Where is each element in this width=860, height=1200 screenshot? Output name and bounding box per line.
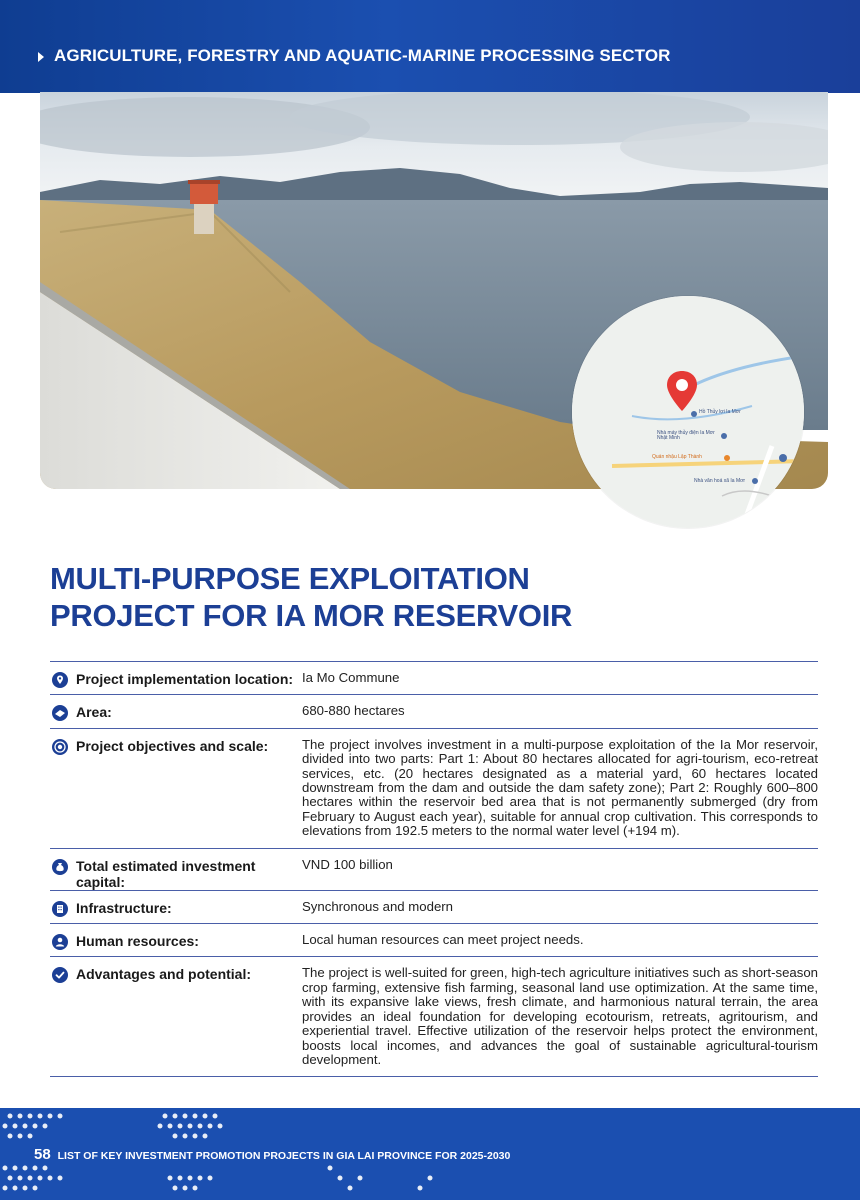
info-label: Human resources: bbox=[76, 933, 199, 950]
person-icon bbox=[52, 934, 68, 950]
info-row-location bbox=[50, 662, 818, 695]
footer-caption: LIST OF KEY INVESTMENT PROMOTION PROJECTS IN GIA LAI PROVINCE FOR 2025-2030 bbox=[57, 1150, 511, 1162]
map-label-culture-house: Nhà văn hoá xã Ia Mơr bbox=[694, 478, 746, 484]
info-row-advantages bbox=[50, 957, 818, 1077]
header-arrow-icon bbox=[38, 52, 44, 62]
location-pin-icon bbox=[667, 371, 697, 411]
map-illustration bbox=[572, 296, 804, 528]
info-label: Total estimated investment capital: bbox=[76, 857, 256, 890]
project-title-line2: PROJECT FOR IA MOR RESERVOIR bbox=[50, 598, 573, 633]
info-row-infrastructure bbox=[50, 891, 818, 924]
map-label-restaurant: Quán nhậu Lập Thành bbox=[652, 454, 702, 460]
info-label: Infrastructure: bbox=[76, 899, 172, 916]
info-value: 680-880 hectares bbox=[302, 703, 405, 719]
info-label: Area: bbox=[76, 704, 112, 721]
info-value: Ia Mo Commune bbox=[302, 670, 400, 685]
info-row-objectives bbox=[50, 729, 818, 849]
footer-text bbox=[34, 1146, 510, 1163]
location-pin-icon bbox=[52, 672, 68, 688]
info-row-capital bbox=[50, 849, 818, 891]
project-info-table bbox=[50, 661, 818, 1077]
info-row-area bbox=[50, 695, 818, 728]
info-value: Local human resources can meet project needs. bbox=[302, 932, 584, 948]
info-value: The project involves investment in a multi-purpose exploitation of the Ia Mor reservoir, divided into two parts: Part 1: About 80 hectares allocated for agri-tourism, eco-retreat services, etc. (20 hectares designated as a material yard, 60 hectares located downstream from the dam and outside the dam safety zone); Part 2: Roughly 600–800 hectares within the reservoir bed area that is not permanently submerged (dry from February to August each year), suitable for annual crop cultivation. This corresponds to elevations from 192.5 meters to the normal water level (+194 m). bbox=[302, 736, 818, 839]
info-value: The project is well-suited for green, high-tech agriculture initiatives such as short-season crop farming, extensive fish farming, seasonal land use optimization. At the same time, with its expansive lake views, fresh climate, and harmonious natural terrain, the area provides an ideal foundation for developing ecotourism, retreats, agritourism, and experiential travel. Effective utilization of the reservoir helps protect the environment, boosts local incomes, and advances the goal of sustainable agricultural-tourism development. bbox=[302, 965, 818, 1067]
money-bag-icon bbox=[52, 859, 68, 875]
building-icon bbox=[52, 901, 68, 917]
area-map-icon bbox=[52, 705, 68, 721]
info-label: Advantages and potential: bbox=[76, 966, 252, 983]
project-title-line1: MULTI-PURPOSE EXPLOITATION bbox=[50, 561, 530, 596]
check-circle-icon bbox=[52, 967, 68, 983]
location-map[interactable] bbox=[572, 296, 804, 528]
info-value: VND 100 billion bbox=[302, 856, 393, 872]
page-number: 58 bbox=[34, 1146, 51, 1163]
section-header bbox=[0, 0, 860, 93]
info-value: Synchronous and modern bbox=[302, 898, 454, 914]
info-label: Project implementation location: bbox=[76, 671, 294, 687]
info-label: Project objectives and scale: bbox=[76, 737, 269, 754]
map-label-reservoir: Hồ Thủy lợi Ia Mơr bbox=[699, 409, 741, 415]
map-label-hydropower: Nhà máy thủy điện Ia Mơr Nhật Minh bbox=[657, 430, 715, 441]
section-title: AGRICULTURE, FORESTRY AND AQUATIC-MARINE PROCESSING SECTOR bbox=[54, 46, 671, 65]
info-row-human-resources bbox=[50, 924, 818, 957]
project-title bbox=[50, 560, 572, 634]
target-icon bbox=[52, 739, 68, 755]
